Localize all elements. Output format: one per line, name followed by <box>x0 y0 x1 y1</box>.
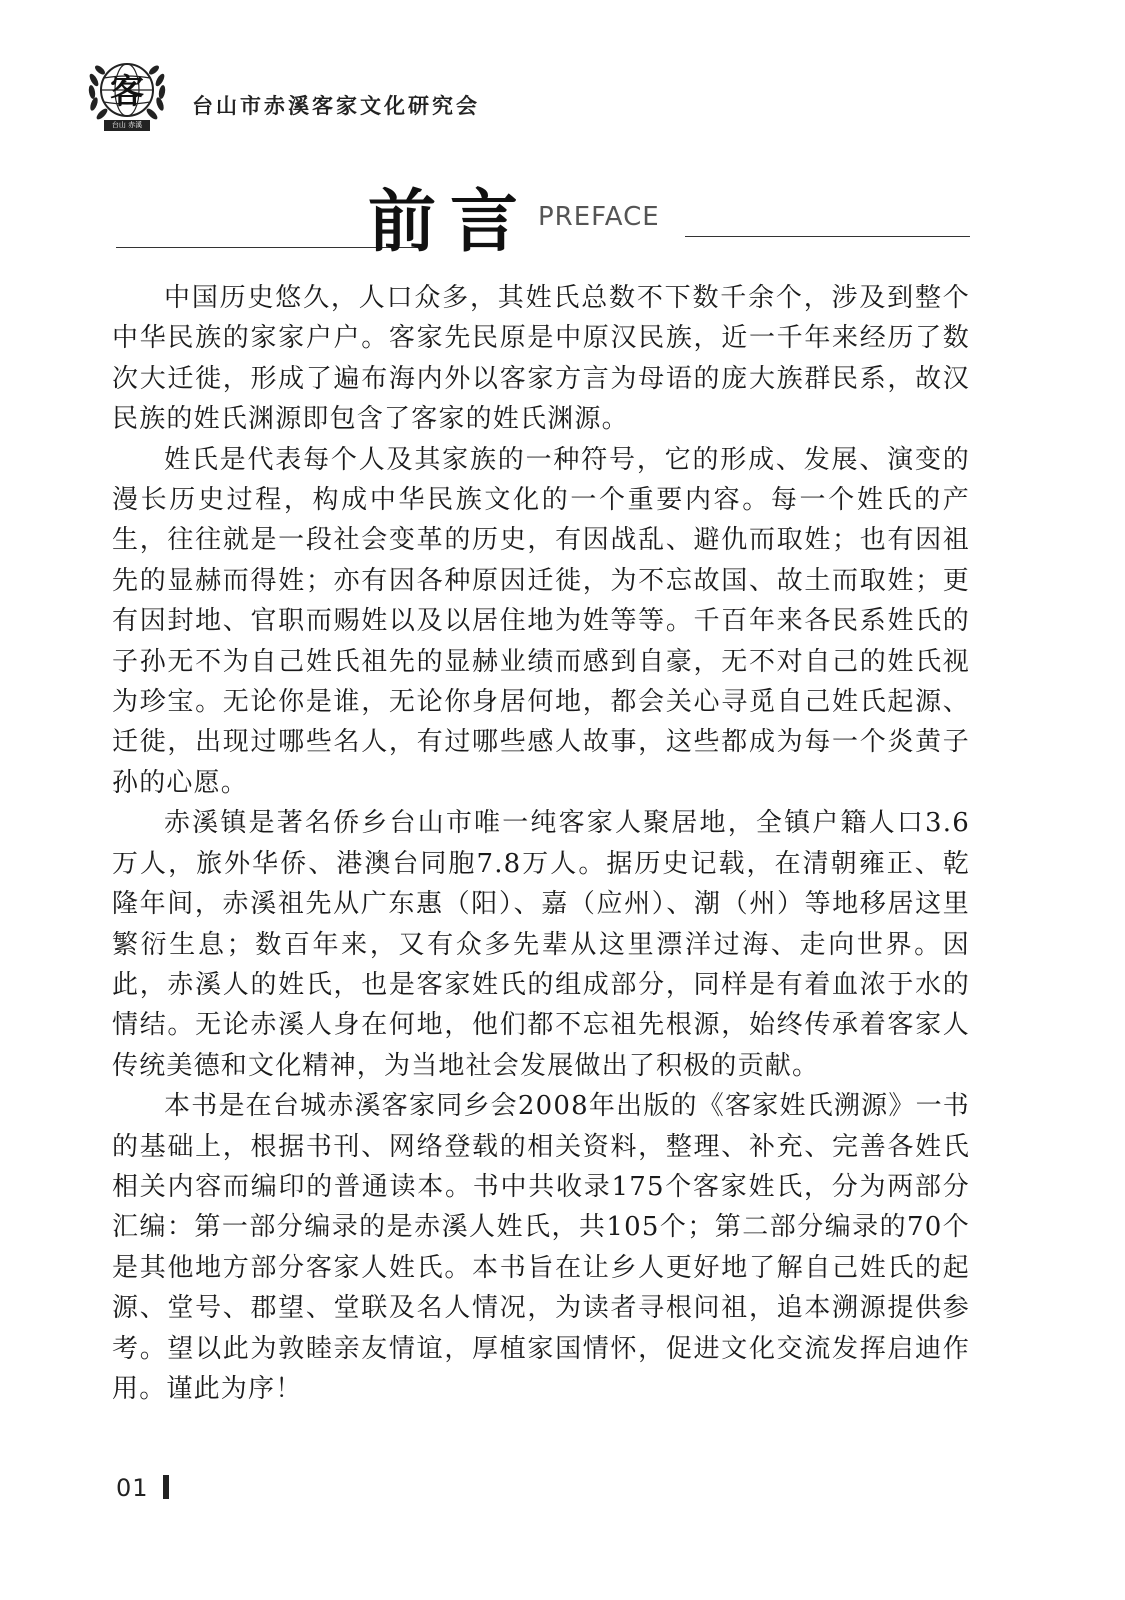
title-rule-right <box>685 236 970 237</box>
logo-character: 客 <box>110 72 144 112</box>
page-number-bar <box>163 1475 169 1499</box>
paragraph: 中国历史悠久，人口众多，其姓氏总数不下数千余个，涉及到整个中华民族的家家户户。客家先民原是中原汉民族，近一千年来经历了数次大迁徙，形成了遍布海内外以客家方言为母语的庞大族群民系，故汉民族的姓氏渊源即包含了客家的姓氏渊源。 <box>112 283 970 435</box>
page-title: 前言 <box>368 182 533 262</box>
title-block <box>116 168 970 268</box>
paragraph: 本书是在台城赤溪客家同乡会2008年出版的《客家姓氏溯源》一书的基础上，根据书刊、网络登载的相关资料，整理、补充、完善各姓氏相关内容而编印的普通读本。书中共收录175个客家姓氏，分为两部分汇编：第一部分编录的是赤溪人姓氏，共105个；第二部分编录的70个是其他地方部分客家人姓氏。本书旨在让乡人更好地了解自己姓氏的起源、堂号、郡望、堂联及名人情况，为读者寻根问祖，追本溯源提供参考。望以此为敦睦亲友情谊，厚植家国情怀，促进文化交流发挥启迪作用。谨此为序！ <box>112 1091 970 1404</box>
organization-name: 台山市赤溪客家文化研究会 <box>192 94 480 118</box>
page-number: 01 <box>116 1474 149 1502</box>
page-header <box>84 50 984 140</box>
preface-body <box>112 278 970 1409</box>
page-title-english: PREFACE <box>538 202 660 232</box>
paragraph: 赤溪镇是著名侨乡台山市唯一纯客家人聚居地，全镇户籍人口3.6万人，旅外华侨、港澳台同胞7.8万人。据历史记载，在清朝雍正、乾隆年间，赤溪祖先从广东惠（阳）、嘉（应州）、潮（州）等地移居这里繁衍生息；数百年来，又有众多先辈从这里漂洋过海、走向世界。因此，赤溪人的姓氏，也是客家姓氏的组成部分，同样是有着血浓于水的情结。无论赤溪人身在何地，他们都不忘祖先根源，始终传承着客家人传统美德和文化精神，为当地社会发展做出了积极的贡献。 <box>112 808 970 1081</box>
logo-banner-text: 台山 赤溪 <box>111 121 143 129</box>
page-footer <box>116 1474 169 1504</box>
paragraph: 姓氏是代表每个人及其家族的一种符号，它的形成、发展、演变的漫长历史过程，构成中华民族文化的一个重要内容。每一个姓氏的产生，往往就是一段社会变革的历史，有因战乱、避仇而取姓；也有因祖先的显赫而得姓；亦有因各种原因迁徙，为不忘故国、故土而取姓；更有因封地、官职而赐姓以及以居住地为姓等等。千百年来各民系姓氏的子孙无不为自己姓氏祖先的显赫业绩而感到自豪，无不对自己的姓氏视为珍宝。无论你是谁，无论你身居何地，都会关心寻觅自己姓氏起源、迁徙，出现过哪些名人，有过哪些感人故事，这些都成为每一个炎黄子孙的心愿。 <box>112 444 970 798</box>
